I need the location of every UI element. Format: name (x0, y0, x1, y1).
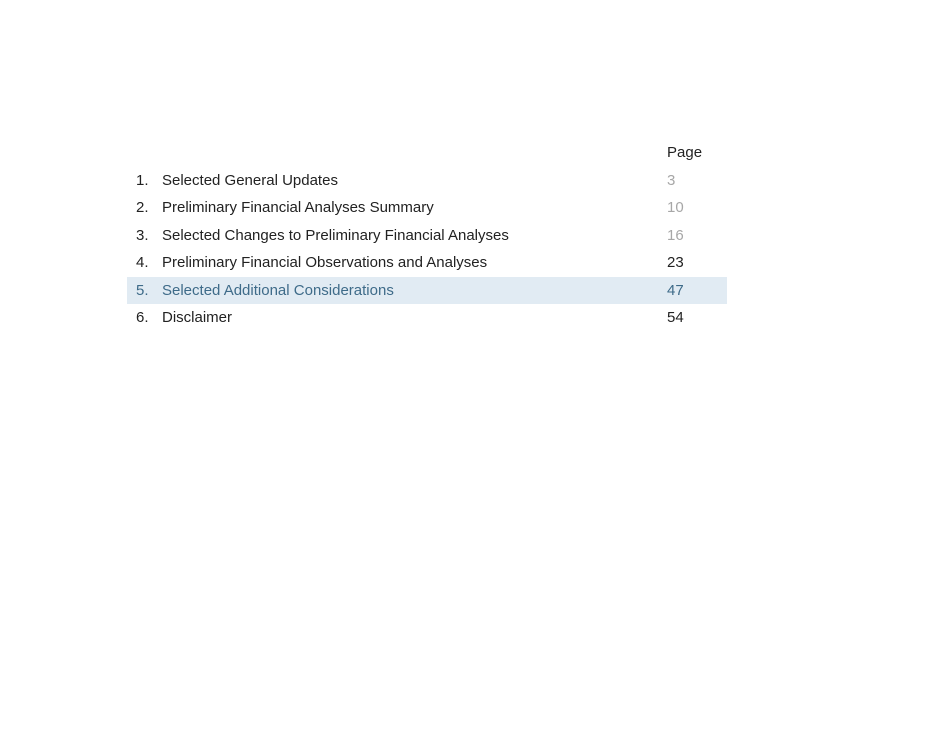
toc-entry-title: Preliminary Financial Analyses Summary (162, 199, 434, 217)
page-column-heading: Page (667, 144, 703, 161)
toc-entry-title: Selected General Updates (162, 172, 338, 189)
toc-entry-page: 47 (667, 281, 684, 299)
toc-entry-page: 23 (667, 254, 684, 272)
toc-entry-page: 54 (667, 308, 684, 326)
toc-entry-number: 1. (136, 172, 149, 189)
toc-entry-4[interactable] (127, 249, 727, 276)
toc-entry-number: 2. (136, 199, 149, 217)
toc-entry-1[interactable] (127, 167, 727, 194)
toc-entry-title: Disclaimer (162, 308, 233, 326)
toc-entry-6[interactable] (127, 304, 727, 331)
toc-entry-page: 16 (667, 226, 684, 244)
toc-entry-page: 3 (667, 172, 676, 189)
toc-entry-title: Preliminary Financial Observations and Analyses (162, 254, 488, 272)
toc-entry-title: Selected Changes to Preliminary Financial Analyses (162, 226, 509, 244)
toc-entry-number: 5. (136, 281, 149, 299)
toc-entry-3[interactable] (127, 222, 727, 249)
toc-entry-number: 6. (136, 308, 149, 326)
toc-entry-number: 3. (136, 226, 149, 244)
toc-entry-number: 4. (136, 254, 149, 272)
toc-entry-page: 10 (667, 199, 684, 217)
toc-entry-2[interactable] (127, 194, 727, 221)
toc-header (127, 139, 727, 167)
table-of-contents (127, 139, 727, 331)
toc-entry-5-highlighted[interactable] (127, 277, 727, 304)
toc-entry-title: Selected Additional Considerations (162, 281, 394, 299)
